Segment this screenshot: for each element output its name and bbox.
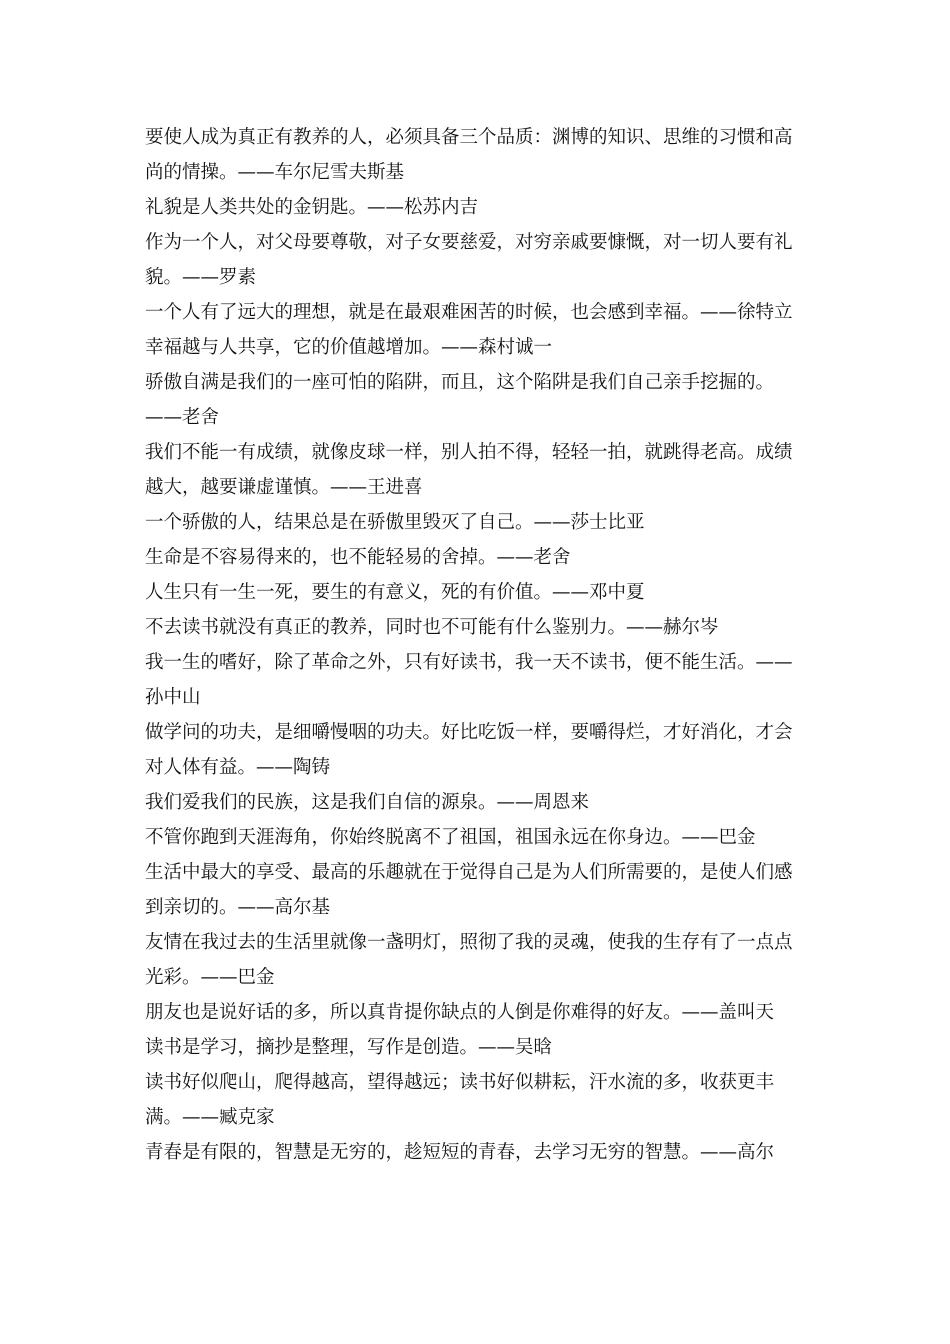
quote-paragraph: 朋友也是说好话的多，所以真肯提你缺点的人倒是你难得的好友。——盖叫天 bbox=[145, 1002, 775, 1023]
quote-paragraph: 礼貌是人类共处的金钥匙。——松苏内吉 bbox=[145, 197, 479, 218]
quote-paragraph: 不去读书就没有真正的教养，同时也不可能有什么鉴别力。——赫尔岑 bbox=[145, 617, 719, 638]
quote-paragraph: 要使人成为真正有教养的人，必须具备三个品质：渊博的知识、思维的习惯和高尚的情操。——车尔尼雪夫斯基 bbox=[145, 127, 793, 183]
quote-paragraph: 一个人有了远大的理想，就是在最艰难困苦的时候，也会感到幸福。——徐特立 bbox=[145, 302, 793, 323]
quote-paragraph: 骄傲自满是我们的一座可怕的陷阱，而且，这个陷阱是我们自己亲手挖掘的。——老舍 bbox=[145, 372, 775, 428]
quote-paragraph: 读书是学习，摘抄是整理，写作是创造。——吴晗 bbox=[145, 1037, 553, 1058]
quote-list bbox=[145, 120, 810, 1170]
quote-paragraph: 生命是不容易得来的，也不能轻易的舍掉。——老舍 bbox=[145, 547, 571, 568]
quote-paragraph: 青春是有限的，智慧是无穷的，趁短短的青春，去学习无穷的智慧。——高尔 bbox=[145, 1142, 775, 1163]
quote-paragraph: 生活中最大的享受、最高的乐趣就在于觉得自己是为人们所需要的，是使人们感到亲切的。——高尔基 bbox=[145, 862, 793, 918]
quote-paragraph: 一个骄傲的人，结果总是在骄傲里毁灭了自己。——莎士比亚 bbox=[145, 512, 645, 533]
quote-paragraph: 做学问的功夫，是细嚼慢咽的功夫。好比吃饭一样，要嚼得烂，才好消化，才会对人体有益。——陶铸 bbox=[145, 722, 793, 778]
quote-paragraph: 幸福越与人共享，它的价值越增加。——森村诚一 bbox=[145, 337, 553, 358]
quote-paragraph: 作为一个人，对父母要尊敬，对子女要慈爱，对穷亲戚要慷慨，对一切人要有礼貌。——罗素 bbox=[145, 232, 793, 288]
quote-paragraph: 我们不能一有成绩，就像皮球一样，别人拍不得，轻轻一拍，就跳得老高。成绩越大，越要谦虚谨慎。——王进喜 bbox=[145, 442, 793, 498]
quote-paragraph: 我一生的嗜好，除了革命之外，只有好读书，我一天不读书，便不能生活。——孙中山 bbox=[145, 652, 793, 708]
quote-paragraph: 我们爱我们的民族，这是我们自信的源泉。——周恩来 bbox=[145, 792, 590, 813]
quote-paragraph: 人生只有一生一死，要生的有意义，死的有价值。——邓中夏 bbox=[145, 582, 645, 603]
quote-paragraph: 友情在我过去的生活里就像一盏明灯，照彻了我的灵魂，使我的生存有了一点点光彩。——巴金 bbox=[145, 932, 793, 988]
quote-paragraph: 读书好似爬山，爬得越高，望得越远；读书好似耕耘，汗水流的多，收获更丰满。——臧克家 bbox=[145, 1072, 775, 1128]
quote-paragraph: 不管你跑到天涯海角，你始终脱离不了祖国，祖国永远在你身边。——巴金 bbox=[145, 827, 756, 848]
